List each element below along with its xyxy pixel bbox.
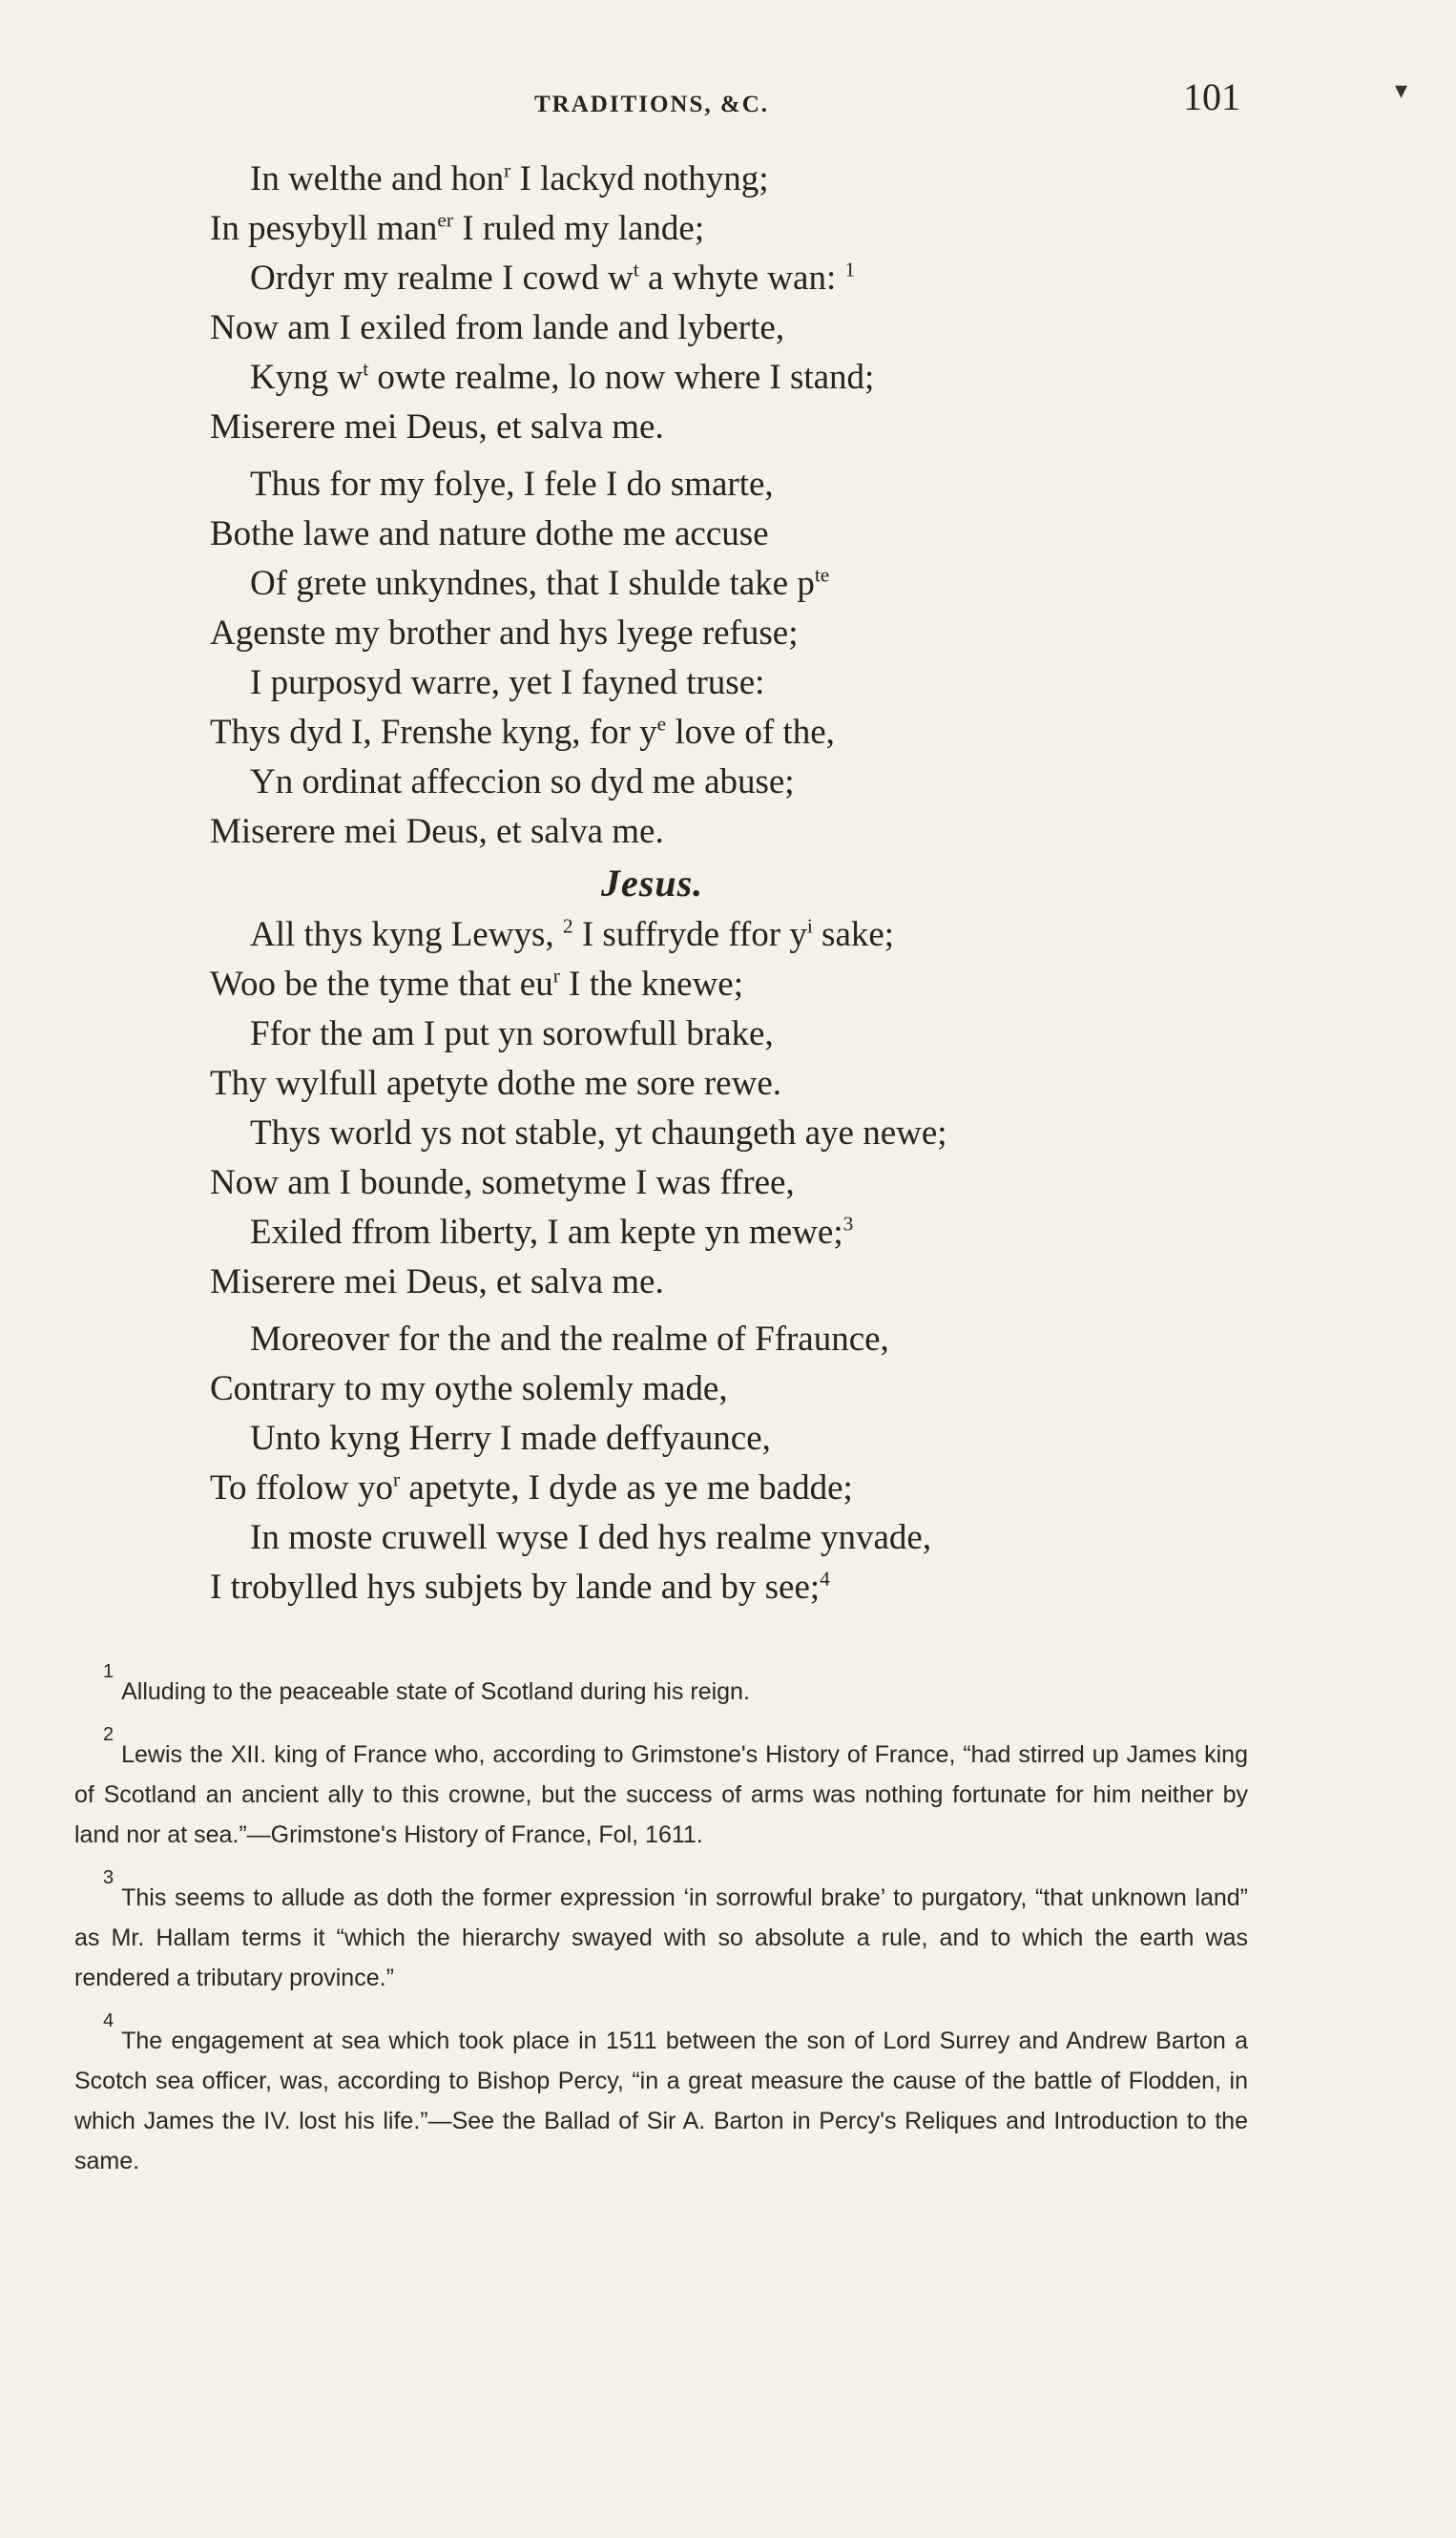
poem-line: Ordyr my realme I cowd $w^t$ a whyte wan: $^1$ (250, 258, 856, 298)
footnote-number: 4 (103, 2010, 114, 2031)
footnote-text: Lewis the XII. king of France who, according to Grimstone's History of France, “had stirred up James king of Scotland an ancient ally to this crowne, but the success of arms was nothing fortunate for him neither by land nor at sea.”—Grimstone's History of France, Fol, 1611. (74, 1741, 1248, 1848)
poem-line: Miserere mei Deus, et salva me. (210, 1262, 664, 1301)
footnote-number: 2 (103, 1724, 114, 1745)
corner-mark-icon: ▾ (1395, 76, 1408, 104)
footnote-text: This seems to allude as doth the former expression ‘in sorrowful brake’ to purgatory, “that unknown land” as Mr. Hallam terms it “which the hierarchy swayed with so absolute a rule, and to which the earth was rendered a tributary province.” (74, 1884, 1248, 1991)
poem-line: Thys dyd I, Frenshe kyng, for $y^e$ love of the, (210, 712, 835, 752)
poem (210, 155, 1164, 1612)
speaker-heading: Jesus. (601, 862, 704, 905)
stanza-gap (210, 1307, 1164, 1315)
footnote-text: The engagement at sea which took place in 1511 between the son of Lord Surrey and Andrew Barton a Scotch sea officer, was, according to Bishop Percy, “in a great measure the cause of the battle of Flodden, in which James the IV. lost his life.”—See the Ballad of Sir A. Barton in Percy's Reliques and Introduction to the same. (74, 2028, 1248, 2174)
footnote-text: Alluding to the peaceable state of Scotland during his reign. (121, 1678, 750, 1705)
poem-line: Unto kyng Herry I made deffyaunce, (250, 1419, 771, 1458)
poem-line: Ffor the am I put yn sorowfull brake, (250, 1014, 774, 1053)
footnote (74, 1867, 1248, 1998)
poem-line: Miserere mei Deus, et salva me. (210, 407, 664, 447)
poem-line: Moreover for the and the realme of Ffraunce, (250, 1320, 889, 1359)
poem-line: Kyng $w^t$ owte realme, lo now where I stand; (250, 357, 875, 397)
footnote-number: 1 (103, 1661, 114, 1682)
poem-line: Miserere mei Deus, et salva me. (210, 812, 664, 851)
poem-line: Exiled ffrom liberty, I am kepte yn mewe;$^3$ (250, 1212, 854, 1252)
poem-line: Contrary to my oythe solemly made, (210, 1369, 728, 1408)
poem-line: Of grete unkyndnes, that I shulde take $p^{te}$ (250, 563, 830, 603)
poem-line: I purposyd warre, yet I fayned truse: (250, 663, 765, 702)
poem-line: All thys kyng Lewys, $^2$ I suffryde ffor $y^i$ sake; (250, 914, 895, 954)
poem-line: Now am I bounde, sometyme I was ffree, (210, 1163, 795, 1202)
poem-line: Thys world ys not stable, yt chaungeth aye newe; (250, 1113, 947, 1153)
poem-line: I trobylled hys subjets by lande and by see;$^4$ (210, 1567, 830, 1607)
footnote-ref: 3 (842, 1212, 854, 1236)
footnote (74, 2010, 1248, 2181)
poem-line: Agenste my brother and hys lyege refuse; (210, 614, 799, 653)
footnotes (74, 1661, 1248, 2204)
footnote-number: 3 (103, 1867, 114, 1888)
poem-line: To ffolow $yo^r$ apetyte, I dyde as ye me badde; (210, 1467, 853, 1508)
footnote-ref: 4 (820, 1567, 830, 1591)
poem-line: In welthe and hon$^r$ I lackyd nothyng; (250, 158, 769, 198)
footnote (74, 1724, 1248, 1855)
poem-line: Thy wylfull apetyte dothe me sore rewe. (210, 1064, 781, 1103)
footnote-ref: 1 (844, 258, 856, 281)
running-title: TRADITIONS, &C. (534, 92, 770, 117)
poem-line: Woo be the tyme that $eu^r$ I the knewe; (210, 964, 744, 1004)
poem-line: Bothe lawe and nature dothe me accuse (210, 514, 769, 553)
footnote (74, 1661, 1248, 1712)
poem-line: In moste cruwell wyse I ded hys realme ynvade, (250, 1518, 932, 1557)
poem-line: In pesybyll man$^{er}$ I ruled my lande; (210, 208, 705, 248)
footnote-ref: 2 (562, 914, 573, 938)
poem-line: Thus for my folye, I fele I do smarte, (250, 465, 774, 504)
stanza-gap (210, 452, 1164, 460)
poem-line: Yn ordinat affeccion so dyd me abuse; (250, 762, 795, 801)
page-header (0, 74, 1456, 132)
page-number: 101 (1183, 75, 1240, 118)
poem-line: Now am I exiled from lande and lyberte, (210, 308, 785, 347)
